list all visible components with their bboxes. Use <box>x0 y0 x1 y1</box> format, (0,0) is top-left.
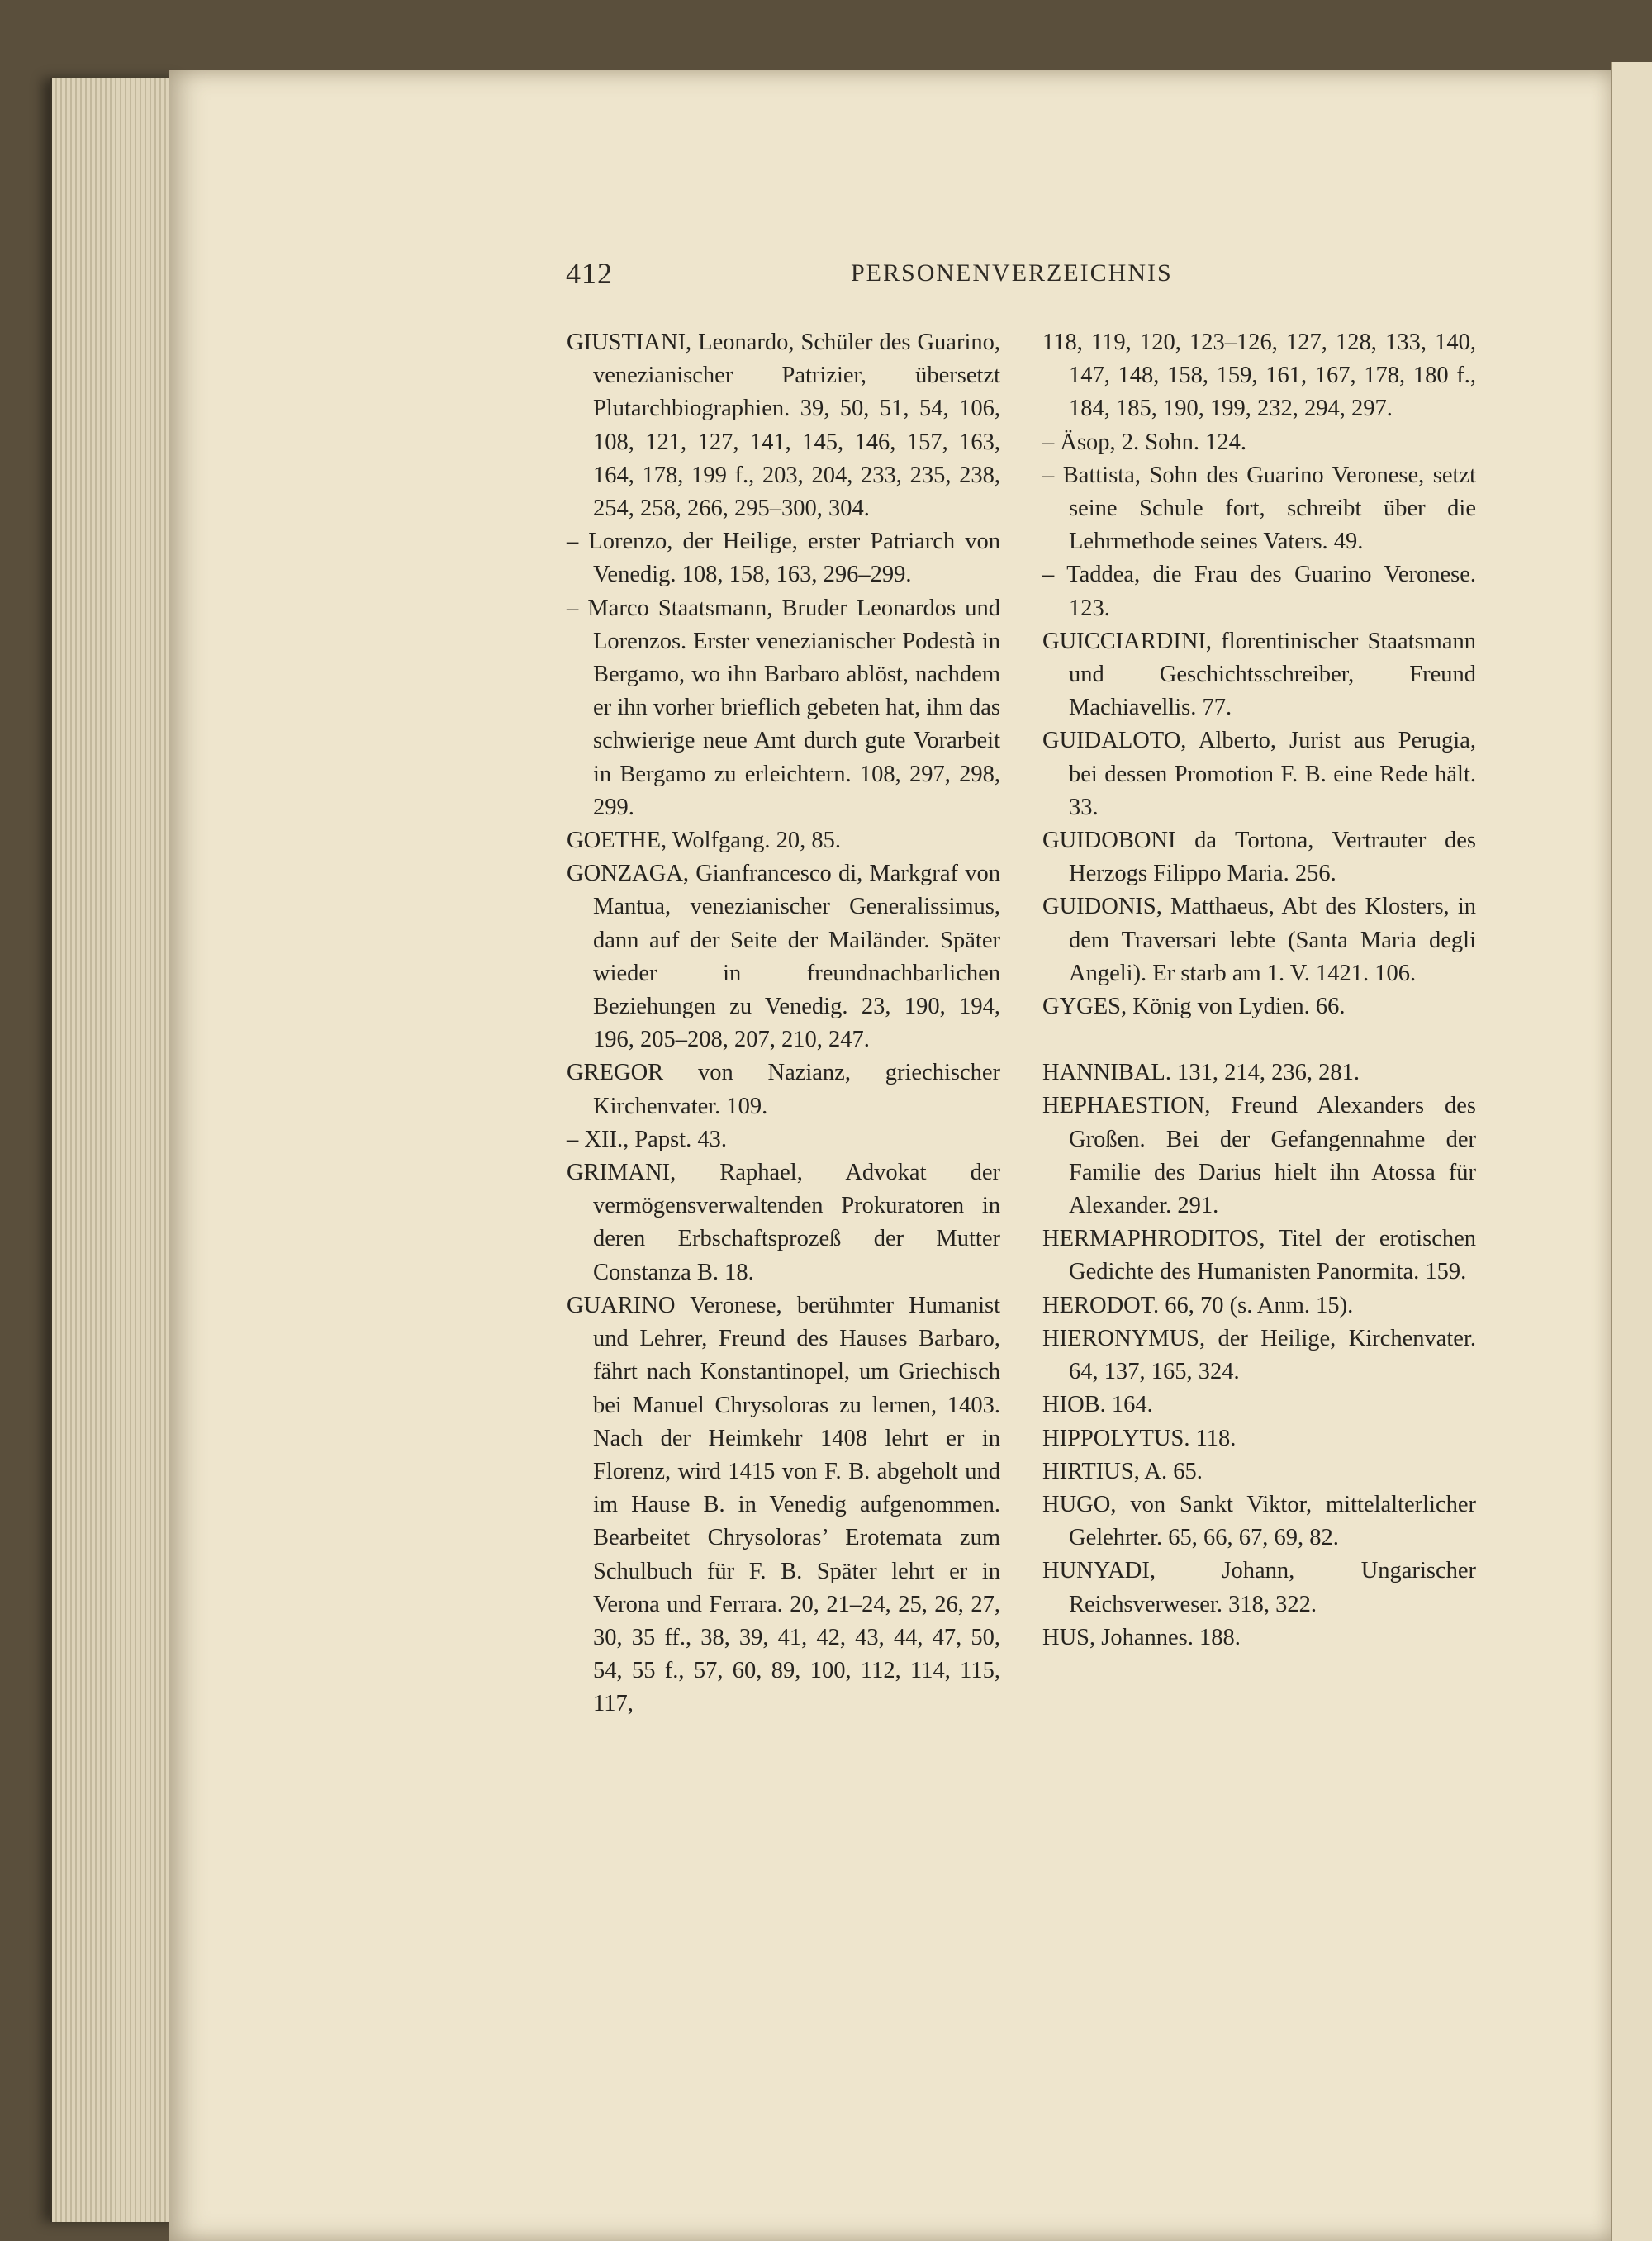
index-entry: GUARINO Veronese, berühmter Humanist und Lehrer, Freund des Hauses Barbaro, fährt nach Konstantinopel, um Griechisch bei Manuel Chrysoloras zu lernen, 1403. Nach der Heimkehr 1408 lehrt er in Florenz, wird 1415 von F. B. abgeholt und im Hause B. in Venedig aufgenommen. Bearbeitet Chrysoloras’ Erotemata zum Schulbuch für F. B. Später lehrt er in Verona und Ferrara. 20, 21–24, 25, 26, 27, 30, 35 ff., 38, 39, 41, 42, 43, 44, 47, 50, 54, 55 f., 57, 60, 89, 100, 112, 114, 115, 117, <box>567 1292 1000 1717</box>
index-entry: GREGOR von Nazianz, griechischer Kirchenvater. 109. <box>567 1060 1000 1119</box>
index-entry: – XII., Papst. 43. <box>567 1126 727 1152</box>
page-header <box>566 256 1202 296</box>
index-entry: – Battista, Sohn des Guarino Veronese, setzt seine Schule fort, schreibt über die Lehrmethode seines Vaters. 49. <box>1042 462 1476 555</box>
index-column-right <box>1042 326 1476 1655</box>
index-entry: HUNYADI, Johann, Ungarischer Reichsverweser. 318, 322. <box>1042 1558 1476 1617</box>
index-entry: HERMAPHRODITOS, Titel der erotischen Gedichte des Humanisten Panormita. 159. <box>1042 1226 1476 1285</box>
index-entry: – Marco Staatsmann, Bruder Leonardos und Lorenzos. Erster venezianischer Podestà in Bergamo, wo ihn Barbaro ablöst, nachdem er ihn vorher brieflich gebeten hat, ihm das schwierige neue Amt durch gute Vorarbeit in Bergamo zu erleichtern. 108, 297, 298, 299. <box>567 595 1000 820</box>
index-entry: GYGES, König von Lydien. 66. <box>1042 994 1346 1020</box>
index-entry: GOETHE, Wolfgang. 20, 85. <box>567 828 842 854</box>
index-entry: GRIMANI, Raphael, Advokat der vermögensverwaltenden Prokuratoren in deren Erbschaftsprozeß der Mutter Constanza B. 18. <box>567 1160 1000 1285</box>
index-entry: HERODOT. 66, 70 (s. Anm. 15). <box>1042 1292 1354 1318</box>
index-entry: HIPPOLYTUS. 118. <box>1042 1425 1237 1451</box>
index-entry: – Lorenzo, der Heilige, erster Patriarch von Venedig. 108, 158, 163, 296–299. <box>567 529 1000 588</box>
index-column-left <box>567 326 1000 1721</box>
index-entry: GUIDOBONI da Tortona, Vertrauter des Herzogs Filippo Maria. 256. <box>1042 828 1476 887</box>
index-entry: HIERONYMUS, der Heilige, Kirchenvater. 64, 137, 165, 324. <box>1042 1325 1476 1385</box>
index-entry: – Äsop, 2. Sohn. 124. <box>1042 429 1247 455</box>
index-entry: – Taddea, die Frau des Guarino Veronese. 123. <box>1042 562 1476 621</box>
index-entry: HIOB. 164. <box>1042 1392 1153 1418</box>
index-entry: 118, 119, 120, 123–126, 127, 128, 133, 140, 147, 148, 158, 159, 161, 167, 178, 180 f., 184, 185, 190, 199, 232, 294, 297. <box>1042 330 1476 422</box>
index-entry: HUGO, von Sankt Viktor, mittelalterlicher Gelehrter. 65, 66, 67, 69, 82. <box>1042 1491 1476 1551</box>
index-entry: HUS, Johannes. 188. <box>1042 1624 1241 1650</box>
index-entry: GUIDALOTO, Alberto, Jurist aus Perugia, bei dessen Promotion F. B. eine Rede hält. 33. <box>1042 728 1476 820</box>
index-entry: HEPHAESTION, Freund Alexanders des Großen. Bei der Gefangennahme der Familie des Darius hielt ihn Atossa für Alexander. 291. <box>1042 1093 1476 1219</box>
index-entry: HIRTIUS, A. 65. <box>1042 1458 1203 1484</box>
facing-page-edge <box>1611 62 1652 2241</box>
running-title: PERSONENVERZEICHNIS <box>851 259 1173 287</box>
book-page-edges <box>50 78 184 2222</box>
index-entry: GONZAGA, Gianfrancesco di, Markgraf von Mantua, venezianischer Generalissimus, dann auf der Seite der Mailänder. Später wieder in freundnachbarlichen Beziehungen zu Venedig. 23, 190, 194, 196, 205–208, 207, 210, 247. <box>567 861 1000 1053</box>
index-entry: GUIDONIS, Matthaeus, Abt des Klosters, in dem Traversari lebte (Santa Maria degli Angeli). Er starb am 1. V. 1421. 106. <box>1042 894 1476 986</box>
page-number: 412 <box>566 257 613 290</box>
index-entry: GIUSTIANI, Leonardo, Schüler des Guarino, venezianischer Patrizier, übersetzt Plutarchbiographien. 39, 50, 51, 54, 106, 108, 121, 127, 141, 145, 146, 157, 163, 164, 178, 199 f., 203, 204, 233, 235, 238, 254, 258, 266, 295–300, 304. <box>567 330 1000 522</box>
index-entry: HANNIBAL. 131, 214, 236, 281. <box>1042 1060 1360 1086</box>
index-entry: GUICCIARDINI, florentinischer Staatsmann und Geschichtsschreiber, Freund Machiavellis. 77. <box>1042 628 1476 721</box>
